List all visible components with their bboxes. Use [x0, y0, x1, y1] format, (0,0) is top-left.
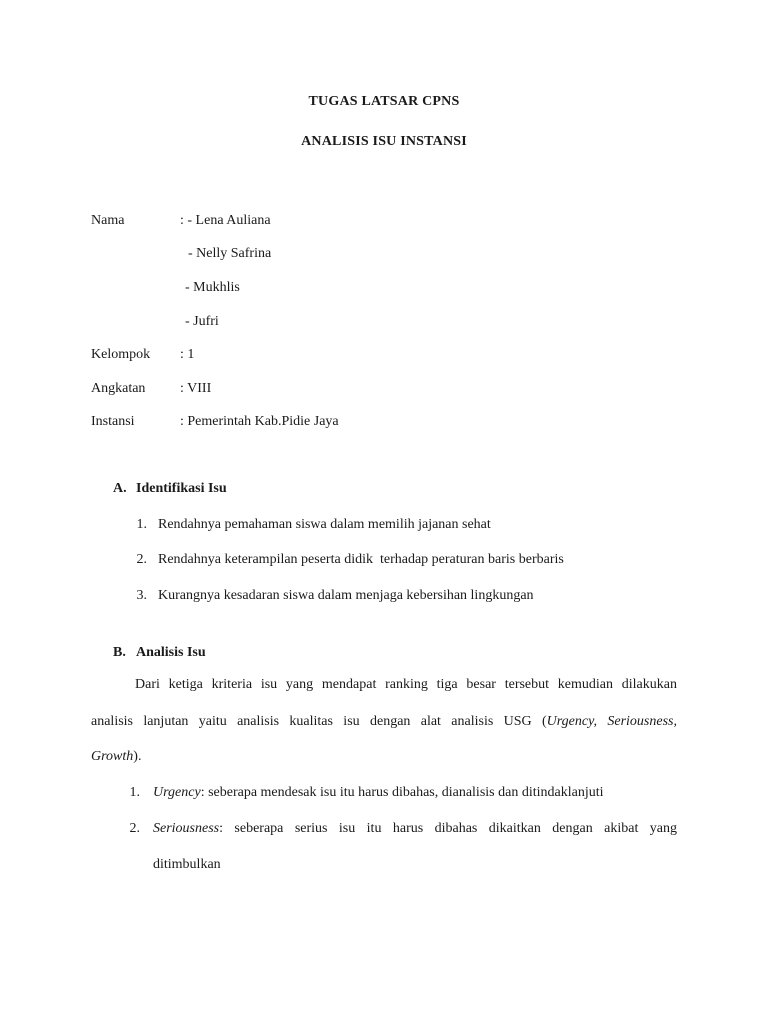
usg-terms-italic: Urgency, Seriousness, — [546, 714, 677, 729]
section-b-item-2 — [153, 821, 677, 837]
section-b-item-1 — [153, 785, 603, 801]
document-subtitle: ANALISIS ISU INSTANSI — [301, 134, 467, 149]
nama-label: Nama — [91, 213, 125, 228]
nama-value-3: - Mukhlis — [185, 280, 240, 295]
kelompok-value: : 1 — [180, 347, 195, 362]
seriousness-term: Seriousness — [153, 821, 220, 836]
section-a-heading: Identifikasi Isu — [136, 481, 227, 496]
angkatan-value: : VIII — [180, 381, 212, 396]
section-a-item-2-text: Rendahnya keterampilan peserta didik terhadap peraturan baris berbaris — [158, 552, 564, 567]
kelompok-label: Kelompok — [91, 347, 151, 362]
section-a-letter: A. — [113, 481, 127, 496]
analysis-paragraph-line-1: Dari ketiga kriteria isu yang mendapat ranking tiga besar tersebut kemudian dilakukan — [135, 677, 677, 692]
angkatan-label: Angkatan — [91, 381, 146, 396]
section-b-letter: B. — [113, 645, 126, 660]
section-b-item-1-number: 1. — [129, 785, 140, 800]
nama-value-4: - Jufri — [185, 314, 219, 329]
section-b-item-2-number: 2. — [129, 821, 140, 836]
nama-value-2: - Nelly Safrina — [188, 246, 272, 261]
section-a-item-1-text: Rendahnya pemahaman siswa dalam memilih jajanan sehat — [158, 517, 491, 532]
urgency-term: Urgency — [153, 785, 201, 800]
section-b-item-2-continuation: ditimbulkan — [153, 857, 221, 872]
nama-value-1: : - Lena Auliana — [180, 213, 271, 228]
analysis-paragraph-line-3 — [91, 749, 677, 765]
instansi-label: Instansi — [91, 414, 135, 429]
section-a-item-3-text: Kurangnya kesadaran siswa dalam menjaga kebersihan lingkungan — [158, 588, 534, 603]
urgency-description: : seberapa mendesak isu itu harus dibahas, dianalisis dan ditindaklanjuti — [200, 785, 604, 800]
analysis-paragraph-line-3-text: ). — [133, 749, 142, 764]
analysis-paragraph-line-2 — [91, 714, 677, 730]
analysis-paragraph-line-2-text: analisis lanjutan yaitu analisis kualitas isu dengan alat analisis USG ( — [91, 714, 547, 729]
instansi-value: : Pemerintah Kab.Pidie Jaya — [180, 414, 339, 429]
growth-term-italic: Growth — [91, 749, 134, 764]
document-title: TUGAS LATSAR CPNS — [308, 94, 460, 109]
seriousness-description: : seberapa serius isu itu harus dibahas dikaitkan dengan akibat yang — [219, 821, 677, 836]
section-a-item-3-number: 3. — [136, 588, 147, 603]
section-a-item-2-number: 2. — [136, 552, 147, 567]
section-b-heading: Analisis Isu — [136, 645, 206, 660]
section-a-item-1-number: 1. — [136, 517, 147, 532]
